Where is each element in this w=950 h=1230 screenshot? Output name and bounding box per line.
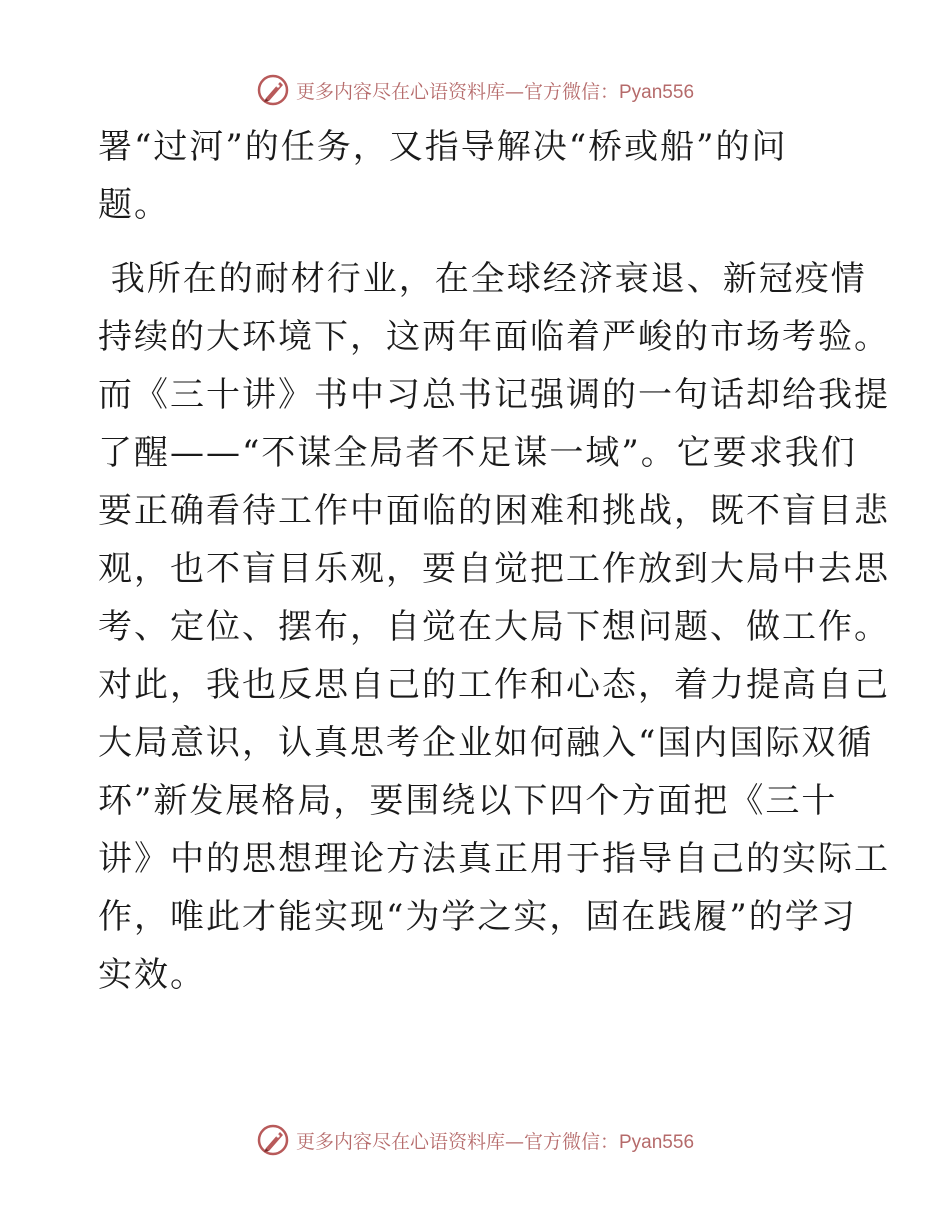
footer-banner bbox=[0, 1120, 950, 1160]
text-line: 观，也不盲目乐观，要自觉把工作放到大局中去思 bbox=[98, 549, 890, 589]
body-text bbox=[98, 118, 890, 1004]
header-banner bbox=[0, 70, 950, 110]
header-banner-text: 更多内容尽在心语资料库—官方微信：Pyan556 bbox=[295, 80, 695, 103]
text-line: 对此，我也反思自己的工作和心态，着力提高自己 bbox=[98, 665, 890, 705]
text-line: 实效。 bbox=[98, 955, 206, 995]
footer-wechat-account: Pyan556 bbox=[619, 1131, 695, 1153]
paragraph-2 bbox=[98, 250, 890, 1004]
text-line: 作，唯此才能实现“为学之实，固在践履”的学习 bbox=[98, 897, 857, 937]
text-line: 考、定位、摆布，自觉在大局下想问题、做工作。 bbox=[98, 607, 890, 647]
text-line: 而《三十讲》书中习总书记强调的一句话却给我提 bbox=[98, 375, 890, 415]
header-wechat-account: Pyan556 bbox=[619, 81, 695, 103]
text-line: 讲》中的思想理论方法真正用于指导自己的实际工 bbox=[98, 839, 890, 879]
pen-nib-logo-icon bbox=[256, 73, 290, 107]
text-line: 持续的大环境下，这两年面临着严峻的市场考验。 bbox=[98, 317, 890, 357]
text-line: 要正确看待工作中面临的困难和挑战，既不盲目悲 bbox=[98, 491, 890, 531]
pen-nib-logo-icon bbox=[256, 1123, 290, 1157]
text-line: 了醒——“不谋全局者不足谋一域”。它要求我们 bbox=[98, 433, 857, 473]
text-line: 我所在的耐材行业，在全球经济衰退、新冠疫情 bbox=[98, 259, 867, 299]
text-line: 题。 bbox=[98, 185, 170, 225]
paragraph-1 bbox=[98, 118, 858, 234]
text-line: 大局意识，认真思考企业如何融入“国内国际双循 bbox=[98, 723, 874, 763]
text-line: 署“过河”的任务，又指导解决“桥或船”的问 bbox=[98, 127, 788, 167]
text-line: 环”新发展格局，要围绕以下四个方面把《三十 bbox=[98, 781, 838, 821]
footer-banner-text: 更多内容尽在心语资料库—官方微信：Pyan556 bbox=[295, 1130, 695, 1153]
